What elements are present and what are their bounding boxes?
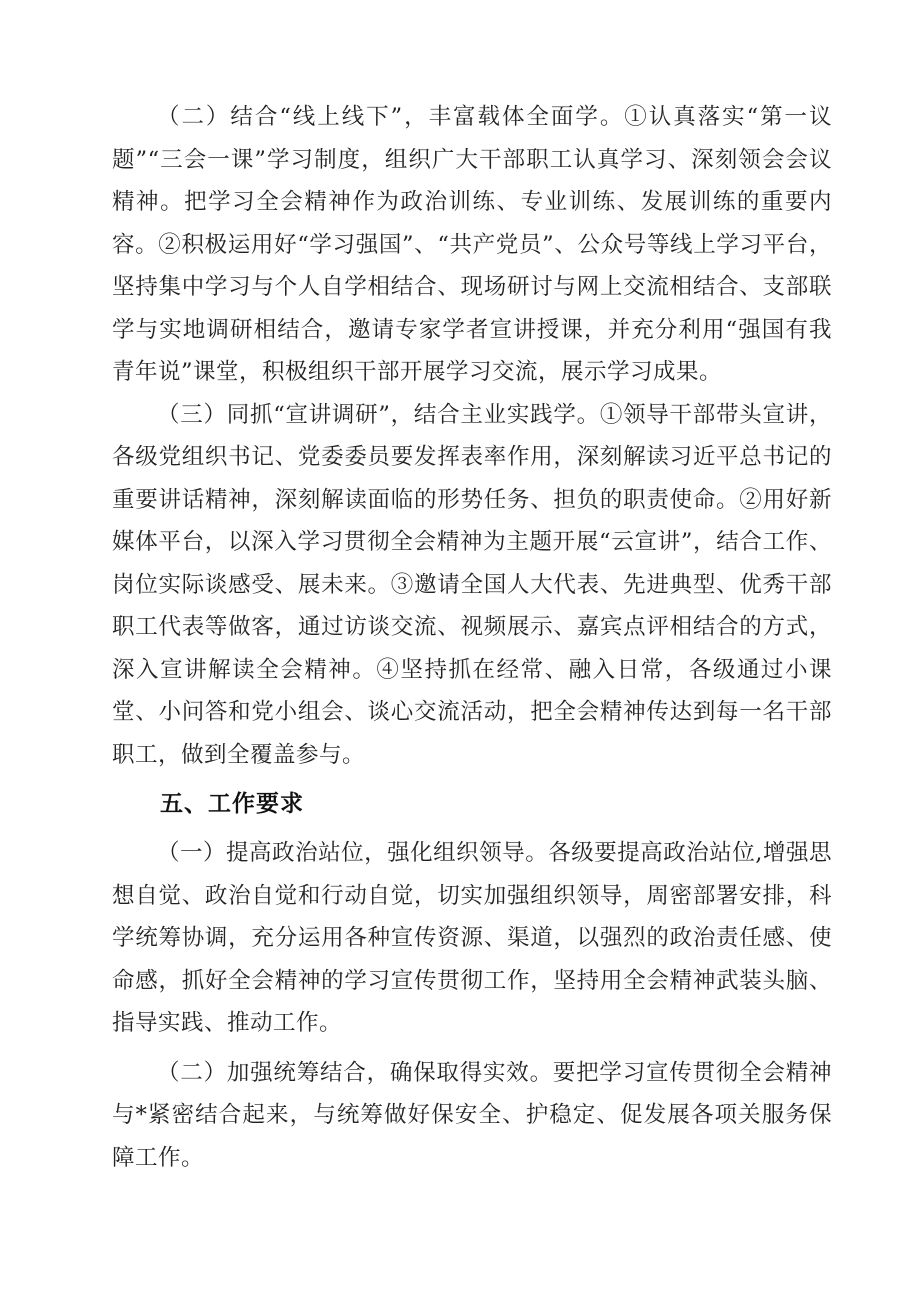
paragraph-political-stance: （一）提高政治站位，强化组织领导。各级要提高政治站位,增强思想自觉、政治自觉和行动自觉，切实加强组织领导，周密部署安排，科学统筹协调，充分运用各种宣传资源、渠道，以强烈的政治责任感、使命感，抓好全会精神的学习宣传贯彻工作，坚持用全会精神武装头脑、指导实践、推动工作。 [112, 840, 832, 1036]
paragraph-online-offline-study: （二）结合“线上线下”，丰富载体全面学。①认真落实“第一议题”“三会一课”学习制度，组织广大干部职工认真学习、深刻领会会议精神。把学习全会精神作为政治训练、专业训练、发展训练的重要内容。②积极运用好“学习强国”、“共产党员”、公众号等线上学习平台，坚持集中学习与个人自学相结合、现场研讨与网上交流相结合、支部联学与实地调研相结合，邀请专家学者宣讲授课，并充分利用“强国有我青年说”课堂，积极组织干部开展学习交流，展示学习成果。 [112, 104, 832, 385]
paragraph-lecture-research: （三）同抓“宣讲调研”，结合主业实践学。①领导干部带头宣讲，各级党组织书记、党委委员要发挥表率作用，深刻解读习近平总书记的重要讲话精神，深刻解读面临的形势任务、担负的职责使命。②用好新媒体平台，以深入学习贯彻全会精神为主题开展“云宣讲”，结合工作、岗位实际谈感受、展未来。③邀请全国人大代表、先进典型、优秀干部职工代表等做客，通过访谈交流、视频展示、嘉宾点评相结合的方式，深入宣讲解读全会精神。④坚持抓在经常、融入日常，各级通过小课堂、小问答和党小组会、谈心交流活动，把全会精神传达到每一名干部职工，做到全覆盖参与。 [112, 401, 832, 768]
paragraph-coordination: （二）加强统筹结合，确保取得实效。要把学习宣传贯彻全会精神与*紧密结合起来，与统筹做好保安全、护稳定、促发展各项关服务保障工作。 [112, 1059, 832, 1171]
document-body [112, 96, 832, 1179]
section-heading-work-requirements: 五、工作要求 [160, 791, 304, 817]
